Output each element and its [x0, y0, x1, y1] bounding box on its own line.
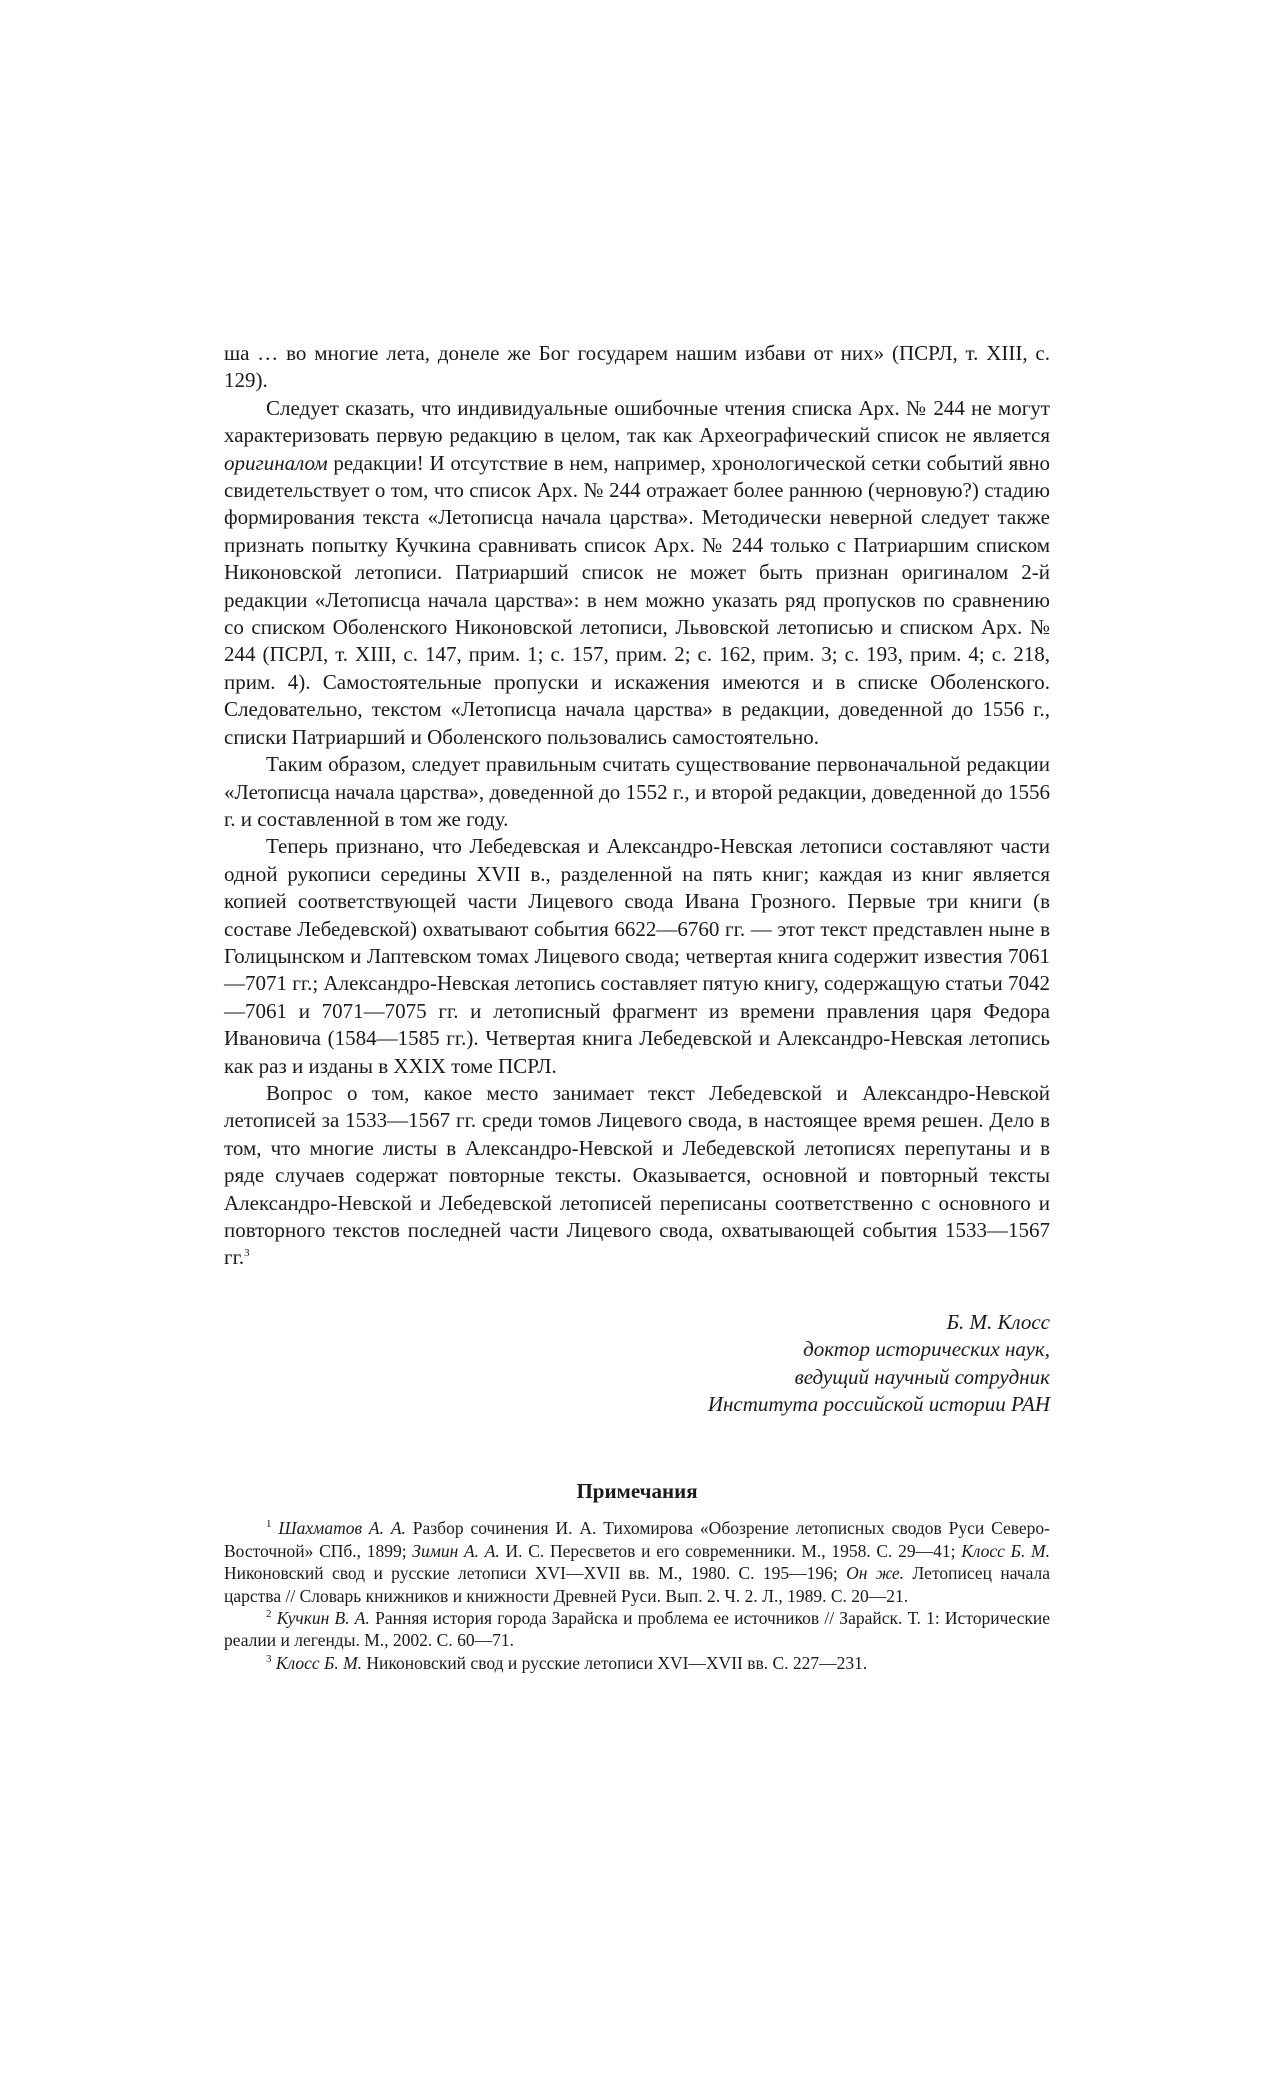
footnote-3-author: Клосс Б. М.: [275, 1652, 363, 1673]
notes-heading: Примечания: [576, 1479, 698, 1504]
paragraph-4: [224, 1080, 1050, 1272]
footnote-ref-3: 3: [244, 1247, 250, 1260]
emphasis-original: оригиналом: [224, 450, 328, 475]
paragraph-1-text-b: редакции! И отсутствие в нем, например, хронологической сетки событий явно свидетельствует о том, что список Арх. № 244 отражает более раннюю (черновую?) стадию формирования текста «Летописца начала царства». Методически неверной следует также признать попытку Кучкина сравнивать список Арх. № 244 только с Патриаршим списком Никоновской летописи. Патриарший список не может быть признан оригиналом 2-й редакции «Летописца начала царства»: в нем можно указать ряд пропусков по сравнению со списком Оболенского Никоновской летописи, Львовской летописью и списком Арх. № 244 (ПСРЛ, т. XIII, с. 147, прим. 1; с. 157, прим. 2; с. 162, прим. 3; с. 193, прим. 4; с. 218, прим. 4). Самостоятельные пропуски и искажения имеются и в списке Оболенского. Следовательно, текстом «Летописца начала царства» в редакции, доведенной до 1556 г., списки Патриарший и Оболенского пользовались самостоятельно.: [224, 450, 1050, 749]
author-degree: доктор исторических наук,: [803, 1337, 1050, 1362]
footnote-1-author-4: Он же.: [846, 1563, 905, 1584]
paragraph-2: [224, 751, 1050, 833]
footnote-1-text-4: Летописец начала царства // Словарь книжников и книжности Древней Руси. Вып. 2. Ч. 2. Л., 1989. С. 20—21.: [224, 1563, 1050, 1606]
footnote-1: [224, 1517, 1050, 1607]
paragraph-1-text-a: Следует сказать, что индивидуальные ошибочные чтения списка Арх. № 244 не могут характеризовать первую редакцию в целом, так как Археографический список не является: [224, 395, 1050, 448]
footnote-3-text: Никоновский свод и русские летописи XVI—XVII вв. С. 227—231.: [362, 1652, 868, 1673]
footnote-3: [224, 1652, 1050, 1674]
footnote-1-author-1: Шахматов А. А.: [278, 1518, 406, 1539]
footnote-1-author-2: Зимин А. А.: [412, 1540, 500, 1561]
footnote-1-text-1: Разбор сочинения И. А. Тихомирова «Обозрение летописных сводов Руси Северо-Восточной» СПб., 1899;: [224, 1518, 1050, 1561]
paragraph-3: [224, 833, 1050, 1080]
footnote-1-text-2: И. С. Пересветов и его современники. М., 1958. С. 29—41;: [499, 1540, 962, 1561]
paragraph-continuation: [224, 340, 1050, 395]
paragraph-3-text: Теперь признано, что Лебедевская и Александро-Невская летописи составляют части одной рукописи середины XVII в., разделенной на пять книг; каждая из книг является копией соответствующей части Лицевого свода Ивана Грозного. Первые три книги (в составе Лебедевской) охватывают события 6622—6760 гг. — этот текст представлен ныне в Голицынском и Лаптевском томах Лицевого свода; четвертая книга содержит известия 7061—7071 гг.; Александро-Невская летопись составляет пятую книгу, содержащую статьи 7042—7061 и 7071—7075 гг. и летописный фрагмент из времени правления царя Федора Ивановича (1584—1585 гг.). Четвертая книга Лебедевской и Александро-Невская летопись как раз и изданы в XXIX томе ПСРЛ.: [224, 834, 1050, 1078]
author-signature: [224, 1309, 1050, 1419]
page-content: [224, 340, 1050, 1674]
footnote-2-author: Кучкин В. А.: [276, 1608, 370, 1629]
footnote-2: [224, 1607, 1050, 1652]
author-institution: Института российской истории РАН: [707, 1392, 1050, 1417]
paragraph-2-text: Таким образом, следует правильным считать существование первоначальной редакции «Летописца начала царства», доведенной до 1552 г., и второй редакции, доведенной до 1556 г. и составленной в том же году.: [224, 752, 1050, 831]
paragraph-4-text: Вопрос о том, какое место занимает текст Лебедевской и Александро-Невской летописей за 1533—1567 гг. среди томов Лицевого свода, в настоящее время решен. Дело в том, что многие листы в Александро-Невской и Лебедевской летописях перепутаны и в ряде случаев содержат повторные тексты. Оказывается, основной и повторный тексты Александро-Невской и Лебедевской летописей переписаны соответственно с основного и повторного текстов последней части Лицевого свода, охватывающей события 1533—1567 гг.: [224, 1080, 1050, 1270]
footnotes: [224, 1517, 1050, 1674]
paragraph-1: [224, 395, 1050, 751]
footnote-2-number: 2: [266, 1608, 272, 1621]
footnote-1-author-3: Клосс Б. М.: [961, 1540, 1050, 1561]
author-name: Б. М. Клосс: [946, 1309, 1050, 1334]
main-text: [224, 340, 1050, 1272]
footnote-2-text: Ранняя история города Зарайска и проблема ее источников // Зарайск. Т. 1: Исторические реалии и легенды. М., 2002. С. 60—71.: [224, 1608, 1051, 1651]
footnote-1-text-3: Никоновский свод и русские летописи XVI—XVII вв. М., 1980. С. 195—196;: [224, 1563, 847, 1584]
footnote-3-number: 3: [266, 1653, 272, 1666]
footnote-1-number: 1: [266, 1518, 272, 1531]
author-position: ведущий научный сотрудник: [794, 1364, 1050, 1389]
paragraph-0-text: ша … во многие лета, донеле же Бог государем нашим избави от них» (ПСРЛ, т. XIII, с. 129).: [224, 341, 1050, 393]
